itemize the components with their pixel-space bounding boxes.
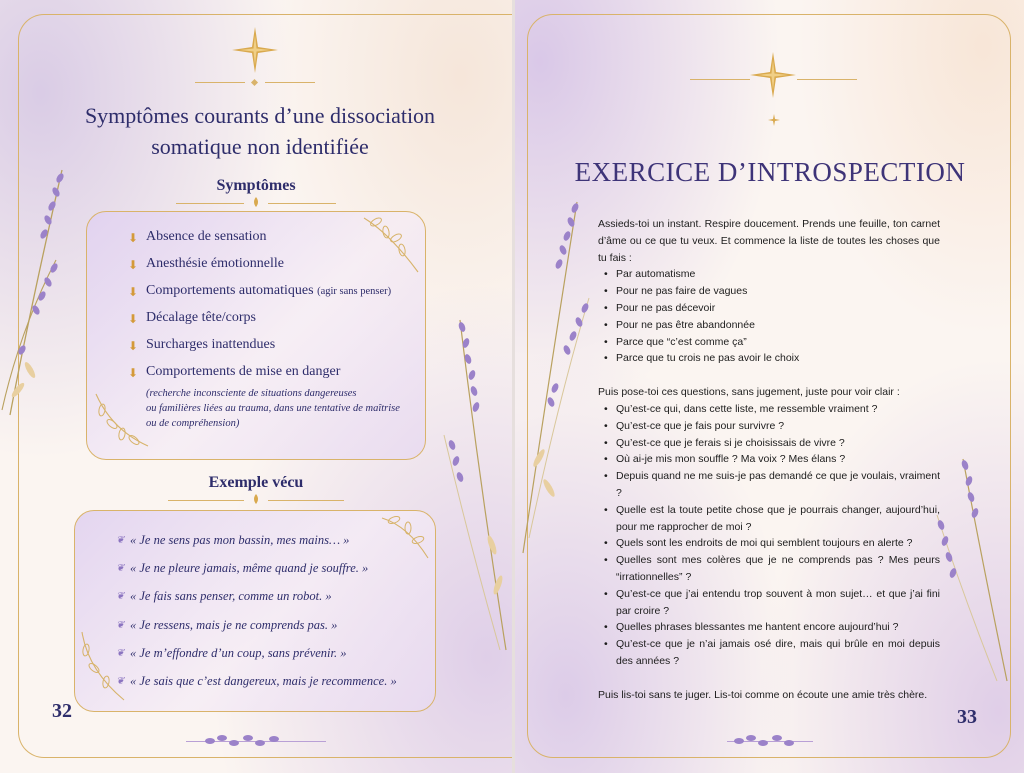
list-item: • Pour ne pas être abandonnée (598, 317, 940, 334)
page-number: 32 (52, 700, 72, 722)
divider-line (797, 79, 857, 80)
quotes-list (116, 526, 416, 696)
symptom-item (128, 336, 418, 355)
question-item: • Qu’est-ce qui, dans cette liste, me ressemble vraiment ? (598, 401, 940, 418)
questions-intro: Puis pose-toi ces questions, sans jugement, juste pour voir clair : (598, 386, 900, 399)
divider-line (268, 500, 344, 501)
lavender-sprig-icon (0, 160, 80, 420)
quote-item: ❦ « Je sais que c’est dangereux, mais je recommence. » (116, 674, 397, 689)
list-item: • Pour ne pas faire de vagues (598, 283, 940, 300)
divider-line (268, 203, 336, 204)
lavender-leaf-icon: ❦ (116, 562, 125, 574)
lavender-leaf-icon: ❦ (116, 591, 125, 603)
arrow-down-icon: ⬇ (128, 312, 139, 326)
lavender-leaf-icon: ❦ (116, 676, 125, 688)
lavender-leaf-icon: ❦ (116, 647, 125, 659)
page-number: 33 (957, 706, 977, 728)
question-item: • Quels sont les endroits de moi qui semblent toujours en alerte ? (598, 535, 940, 552)
symptoms-list (128, 228, 418, 431)
divider-line (195, 82, 245, 83)
lavender-sprig-icon (440, 315, 512, 655)
star-ornament-icon (750, 52, 796, 98)
lavender-sprig-icon (200, 730, 290, 752)
arrow-down-icon: ⬇ (128, 366, 139, 380)
gold-leaf-icon (250, 196, 262, 208)
right-page (515, 0, 1024, 773)
exercise-body (598, 216, 940, 704)
page-title: Symptômes courants d’une dissociation somatique non identifiée (84, 103, 436, 159)
list-item: • Parce que tu crois ne pas avoir le choix (598, 350, 940, 367)
closing-paragraph: Puis lis-toi sans te juger. Lis-toi comme on écoute une amie très chère. (598, 688, 928, 701)
question-item: • Qu’est-ce que je fais pour survivre ? (598, 418, 940, 435)
quote-item: ❦ « Je ressens, mais je ne comprends pas. » (116, 617, 338, 632)
lavender-sprig-icon (519, 198, 593, 558)
symptom-text: Décalage tête/corps (146, 310, 256, 325)
symptom-item (128, 228, 418, 247)
gold-leaf-icon (250, 493, 262, 505)
question-item: • Depuis quand ne me suis-je pas demandé ce que je voulais, vraiment ? (598, 468, 940, 502)
quote-item: ❦ « Je m’effondre d’un coup, sans prévenir. » (116, 645, 347, 660)
arrow-down-icon: ⬇ (128, 258, 139, 272)
question-item: • Qu’est-ce que je ferais si je choisissais de vivre ? (598, 435, 940, 452)
list-item: • Par automatisme (598, 266, 940, 283)
divider-line (690, 79, 750, 80)
page-title: EXERCICE D’INTROSPECTION (574, 157, 966, 187)
divider-line (176, 203, 244, 204)
quote-item: ❦ « Je fais sans penser, comme un robot. » (116, 589, 332, 604)
symptom-text: Comportements de mise en danger (146, 364, 341, 379)
question-item: • Quelles sont mes colères que je ne comprends pas ? Mes peurs “irrationnelles” ? (598, 552, 940, 586)
quote-item: ❦ « Je ne sens pas mon bassin, mes mains… » (116, 532, 350, 547)
quote-item: ❦ « Je ne pleure jamais, même quand je souffre. » (116, 560, 369, 575)
arrow-down-icon: ⬇ (128, 285, 139, 299)
symptom-item (128, 282, 418, 301)
question-item: • Quelle est la toute petite chose que je pourrais changer, aujourd’hui, pour me rapprocher de moi ? (598, 502, 940, 536)
arrow-down-icon: ⬇ (128, 339, 139, 353)
question-item: • Où ai-je mis mon souffle ? Ma voix ? Mes élans ? (598, 451, 940, 468)
list-item: • Parce que “c’est comme ça” (598, 334, 940, 351)
lavender-leaf-icon: ❦ (116, 534, 125, 546)
question-item: • Quelles phrases blessantes me hantent encore aujourd’hui ? (598, 619, 940, 636)
automatism-list (598, 266, 940, 367)
divider-line (168, 500, 244, 501)
star-ornament-icon (232, 27, 278, 73)
symptom-text: Anesthésie émotionnelle (146, 256, 285, 271)
example-heading: Exemple vécu (208, 474, 304, 491)
intro-paragraph: Assieds-toi un instant. Respire doucement. Prends une feuille, ton carnet d’âme ou ce que tu veux. Et commence la liste de toutes les choses que tu fais : (598, 218, 940, 264)
lavender-sprig-icon (933, 455, 1013, 685)
symptom-note: (recherche inconsciente de situations dangereuses ou familières liées au trauma, dans une tentative de maîtrise ou de compréhension) (146, 388, 400, 429)
symptom-item (128, 255, 418, 274)
question-item: • Qu’est-ce que j’ai entendu trop souvent à mon sujet… et que j’ai fini par croire ? (598, 586, 940, 620)
symptom-text: Surcharges inattendues (146, 337, 276, 352)
symptom-text: Comportements automatiques (agir sans penser) (146, 283, 392, 298)
question-item: • Qu’est-ce que je n’ai jamais osé dire, mais qui brûle en moi depuis des années ? (598, 636, 940, 670)
symptom-item (128, 363, 418, 382)
lavender-sprig-icon (729, 730, 809, 752)
list-item: • Pour ne pas décevoir (598, 300, 940, 317)
divider-line (265, 82, 315, 83)
symptom-text: Absence de sensation (146, 229, 267, 244)
star-small-icon (768, 114, 780, 126)
symptom-item (128, 309, 418, 328)
questions-list (598, 401, 940, 670)
arrow-down-icon: ⬇ (128, 231, 139, 245)
symptoms-heading: Symptômes (216, 177, 296, 194)
lavender-leaf-icon: ❦ (116, 619, 125, 631)
